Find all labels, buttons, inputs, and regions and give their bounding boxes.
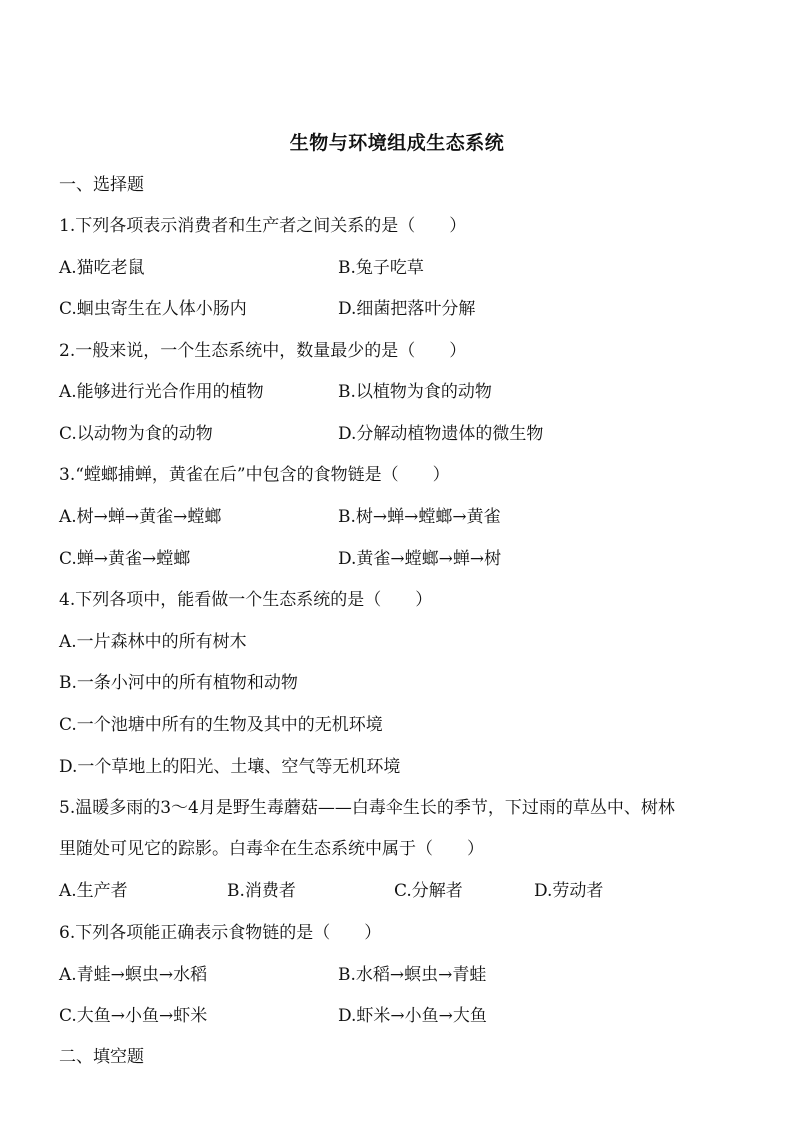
question-4-stem: 4.下列各项中，能看做一个生态系统的是（ ） (59, 590, 433, 610)
question-3-stem: 3.“螳螂捕蝉，黄雀在后”中包含的食物链是（ ） (59, 465, 450, 485)
section-heading-fill-in: 二、填空题 (59, 1047, 144, 1067)
question-3-option-a: A.树→蝉→黄雀→螳螂 (59, 507, 222, 527)
question-5-stem-line-1: 5.温暖多雨的3～4月是野生毒蘑菇——白毒伞生长的季节，下过雨的草丛中、树林 (59, 798, 675, 818)
question-6-stem: 6.下列各项能正确表示食物链的是（ ） (59, 923, 382, 943)
question-5-option-c: C.分解者 (394, 881, 463, 901)
question-4-option-a: A.一片森林中的所有树木 (59, 632, 247, 652)
question-6-option-d: D.虾米→小鱼→大鱼 (338, 1006, 487, 1026)
question-2-option-a: A.能够进行光合作用的植物 (59, 382, 264, 402)
question-2-option-b: B.以植物为食的动物 (338, 382, 492, 402)
question-1-stem: 1.下列各项表示消费者和生产者之间关系的是（ ） (59, 216, 467, 236)
question-4-option-b: B.一条小河中的所有植物和动物 (59, 673, 298, 693)
question-4-option-d: D.一个草地上的阳光、土壤、空气等无机环境 (59, 757, 401, 777)
question-6-option-a: A.青蛙→螟虫→水稻 (59, 965, 208, 985)
question-2-option-c: C.以动物为食的动物 (59, 424, 213, 444)
question-6-option-b: B.水稻→螟虫→青蛙 (338, 965, 487, 985)
section-heading-choice: 一、选择题 (59, 175, 144, 195)
question-5-option-b: B.消费者 (227, 881, 296, 901)
question-2-stem: 2.一般来说，一个生态系统中，数量最少的是（ ） (59, 341, 467, 361)
question-1-option-d: D.细菌把落叶分解 (338, 299, 476, 319)
question-3-option-c: C.蝉→黄雀→螳螂 (59, 549, 191, 569)
question-5-option-d: D.劳动者 (534, 881, 604, 901)
question-1-option-b: B.兔子吃草 (338, 258, 424, 278)
question-5-option-a: A.生产者 (59, 881, 128, 901)
question-5-stem-line-2: 里随处可见它的踪影。白毒伞在生态系统中属于（ ） (59, 839, 484, 859)
question-6-option-c: C.大鱼→小鱼→虾米 (59, 1006, 208, 1026)
page-title: 生物与环境组成生态系统 (289, 132, 505, 154)
question-3-option-d: D.黄雀→螳螂→蝉→树 (338, 549, 502, 569)
question-2-option-d: D.分解动植物遗体的微生物 (338, 424, 544, 444)
question-4-option-c: C.一个池塘中所有的生物及其中的无机环境 (59, 715, 383, 735)
question-3-option-b: B.树→蝉→螳螂→黄雀 (338, 507, 501, 527)
question-1-option-a: A.猫吃老鼠 (59, 258, 145, 278)
question-1-option-c: C.蛔虫寄生在人体小肠内 (59, 299, 247, 319)
